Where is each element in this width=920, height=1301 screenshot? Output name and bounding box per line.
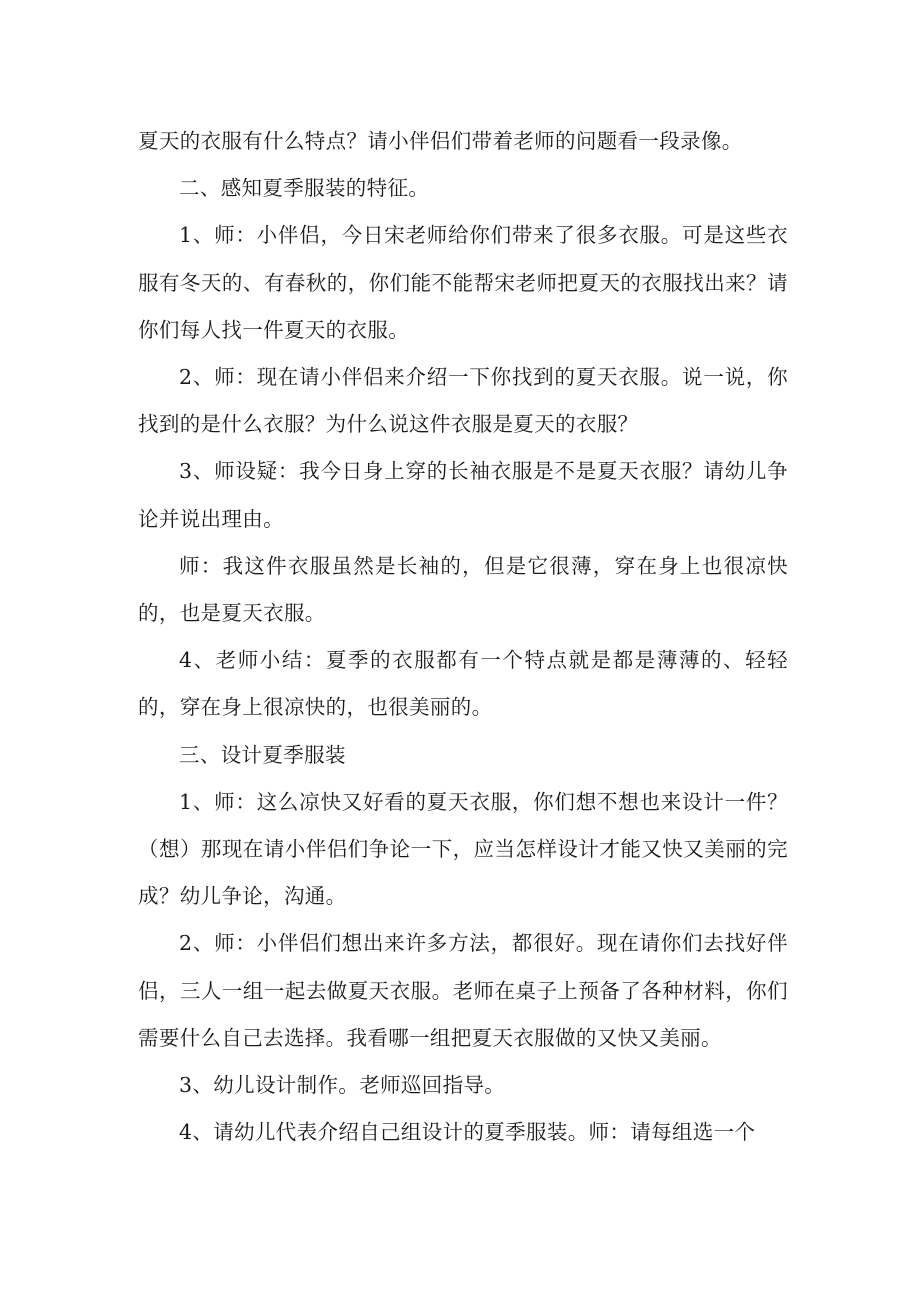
section-heading-2: 二、感知夏季服装的特征。 — [179, 176, 430, 201]
paragraph-item-3-3: 3、幼儿设计制作。老师巡回指导。 — [179, 1073, 506, 1098]
section-heading-3: 三、设计夏季服装 — [179, 742, 346, 767]
paragraph-teacher-explanation: 师：我这件衣服虽然是长袖的，但是它很薄，穿在身上也很凉快的，也是夏天衣服。 — [138, 553, 788, 626]
paragraph-item-3-2: 2、师：小伴侣们想出来许多方法，都很好。现在请你们去找好伴侣，三人一组一起去做夏天衣服。老师在桌子上预备了各种材料，你们需要什么自己去选择。我看哪一组把夏天衣服做的又快又美丽。 — [138, 931, 788, 1050]
paragraph-item-3-4: 4、请幼儿代表介绍自己组设计的夏季服装。师：请每组选一个 — [179, 1120, 756, 1145]
paragraph-item-2-1: 1、师：小伴侣，今日宋老师给你们带来了很多衣服。可是这些衣服有冬天的、有春秋的，你们能不能帮宋老师把夏天的衣服找出来？请你们每人找一件夏天的衣服。 — [138, 223, 788, 342]
document-body — [138, 118, 788, 1156]
paragraph-item-3-1: 1、师：这么凉快又好看的夏天衣服，你们想不想也来设计一件？（想）那现在请小伴侣们争论一下，应当怎样设计才能又快又美丽的完成？幼儿争论，沟通。 — [138, 789, 788, 909]
paragraph-item-2-2: 2、师：现在请小伴侣来介绍一下你找到的夏天衣服。说一说，你找到的是什么衣服？为什么说这件衣服是夏天的衣服？ — [138, 365, 788, 437]
paragraph-item-2-4: 4、老师小结：夏季的衣服都有一个特点就是都是薄薄的、轻轻的，穿在身上很凉快的，也很美丽的。 — [138, 648, 788, 720]
paragraph-item-2-3: 3、师设疑：我今日身上穿的长袖衣服是不是夏天衣服？请幼儿争论并说出理由。 — [138, 459, 788, 531]
paragraph-continuation: 夏天的衣服有什么特点？请小伴侣们带着老师的问题看一段录像。 — [138, 129, 743, 153]
